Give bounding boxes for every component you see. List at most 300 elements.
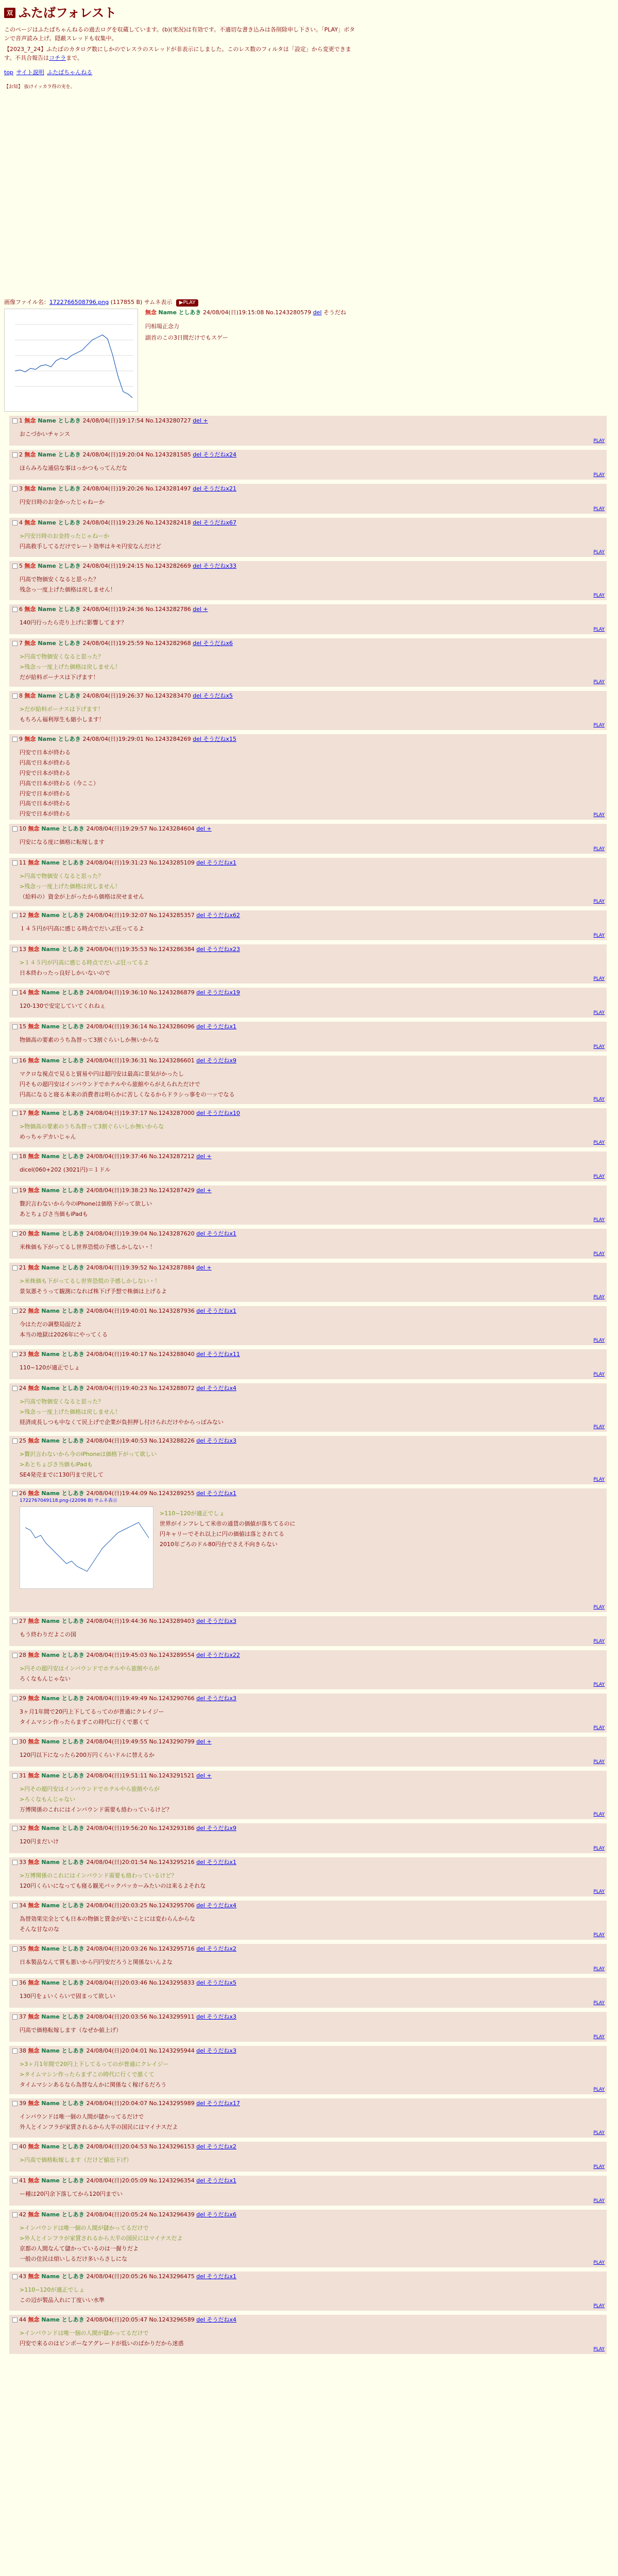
body-line: 110~120が適正でしょ (20, 1364, 80, 1371)
response-meta (12, 1187, 604, 1195)
play-audio-link[interactable]: PLAY (593, 2303, 605, 2309)
play-audio-link[interactable]: PLAY (593, 1639, 605, 1645)
play-audio-link[interactable]: PLAY (593, 1010, 605, 1016)
response-title: 無念 (24, 640, 38, 647)
response-name: Name (41, 1738, 62, 1745)
play-audio-link[interactable]: PLAY (593, 1044, 605, 1050)
response-name: Name (38, 417, 58, 425)
body-line: 円高になると寝る本来の消費者は明らかに苦しくなるからドラシっ事をの一ッでなる (20, 1091, 235, 1098)
body-line: 円安で日本が終わる (20, 769, 71, 776)
sodane-button[interactable]: そうだねx67 (203, 519, 237, 527)
response-del-link[interactable]: del (196, 1695, 207, 1702)
response-item (9, 824, 607, 854)
response-id: No.1243288226 (149, 1437, 197, 1445)
play-audio-link[interactable]: PLAY (593, 1140, 605, 1146)
response-name: Name (41, 1437, 62, 1445)
response-item (9, 1488, 607, 1612)
sodane-button[interactable]: そうだねx3 (207, 2047, 237, 2055)
response-del-link[interactable]: del (196, 825, 207, 833)
sodane-button[interactable]: そうだねx4 (207, 1902, 237, 1909)
play-audio-link[interactable]: PLAY (593, 506, 605, 512)
response-title: 無念 (28, 2211, 42, 2218)
response-item (9, 638, 607, 687)
play-audio-link[interactable]: PLAY (593, 2198, 605, 2204)
sodane-button[interactable]: + (207, 1264, 212, 1272)
response-del-link[interactable]: del (196, 1264, 207, 1272)
sodane-button[interactable]: + (207, 1738, 212, 1745)
response-del-link[interactable]: del (196, 2273, 207, 2280)
response-title: 無念 (28, 1264, 42, 1272)
quote-line: >残念っ一度上げた価格は戻しません！ (20, 664, 121, 671)
play-audio-link[interactable]: PLAY (593, 1889, 605, 1895)
play-audio-link[interactable]: PLAY (593, 2164, 605, 2170)
response-poster: としあき (61, 859, 87, 867)
play-audio-link[interactable]: PLAY (593, 438, 605, 444)
sodane-button[interactable]: そうだねx1 (207, 1490, 237, 1497)
select-checkbox-icon[interactable] (12, 1860, 18, 1865)
response-del-link[interactable]: del (196, 1057, 207, 1064)
select-checkbox-icon[interactable] (12, 2274, 18, 2279)
sodane-button[interactable]: そうだねx15 (203, 736, 237, 743)
play-audio-link[interactable]: PLAY (593, 627, 605, 633)
response-number: 37 (19, 2013, 28, 2021)
sodane-button[interactable]: そうだねx17 (207, 2100, 241, 2107)
select-checkbox-icon[interactable] (12, 2144, 18, 2149)
sodane-button[interactable]: + (203, 606, 208, 613)
response-body (20, 704, 604, 725)
select-checkbox-icon[interactable] (12, 990, 18, 995)
response-del-link[interactable]: del (196, 1187, 207, 1194)
sodane-button[interactable]: そうだねx9 (207, 1825, 237, 1832)
response-date: 24/08/04(日)20:04:53 (86, 2143, 149, 2150)
select-checkbox-icon[interactable] (12, 1773, 18, 1778)
select-checkbox-icon[interactable] (12, 2014, 18, 2020)
response-name: Name (41, 1618, 62, 1625)
select-checkbox-icon[interactable] (12, 1438, 18, 1444)
select-checkbox-icon[interactable] (12, 607, 18, 612)
response-meta (12, 1109, 604, 1117)
response-id: No.1243284604 (149, 825, 197, 833)
site-logo-icon[interactable]: 双 (4, 8, 15, 18)
response-body (20, 2328, 604, 2349)
response-del-link[interactable]: del (196, 1490, 207, 1497)
select-checkbox-icon[interactable] (12, 1265, 18, 1270)
response-title: 無念 (28, 2047, 42, 2055)
response-del-link[interactable]: del (196, 2013, 207, 2021)
response-id: No.1243282968 (145, 640, 193, 647)
sodane-button[interactable]: そうだねx3 (207, 1618, 237, 1625)
play-audio-link[interactable]: PLAY (593, 1251, 605, 1257)
body-line: おこづかいチャンス (20, 431, 71, 438)
response-del-link[interactable]: del (196, 1437, 207, 1445)
nav-board[interactable]: ふたばちゃんねる (47, 69, 93, 76)
response-del-link[interactable]: del (193, 692, 203, 700)
response-meta (12, 989, 604, 997)
response-del-link[interactable]: del (196, 2177, 207, 2184)
response-body (20, 531, 604, 552)
nav-site-description[interactable]: サイト説明 (16, 69, 44, 76)
sodane-button[interactable]: そうだねx3 (207, 1695, 237, 1702)
response-date: 24/08/04(日)19:56:20 (86, 1825, 149, 1832)
quote-line: >円その超円安はインバウンドでホテルやら旅館やらが (20, 1786, 160, 1793)
response-title: 無念 (24, 519, 38, 527)
play-audio-link[interactable]: PLAY (593, 723, 605, 728)
play-audio-link[interactable]: PLAY (593, 1846, 605, 1852)
response-poster: としあき (61, 1859, 87, 1866)
response-title: 無念 (28, 1110, 42, 1117)
response-name: Name (41, 1825, 62, 1832)
response-del-link[interactable]: del (196, 1308, 207, 1315)
select-checkbox-icon[interactable] (12, 1024, 18, 1029)
body-line: ろくなもんじゃない (20, 1675, 71, 1683)
play-audio-link[interactable]: PLAY (593, 2087, 605, 2093)
response-meta (12, 519, 604, 527)
quote-line: >円高で物価安くなると思った？ (20, 653, 104, 660)
select-checkbox-icon[interactable] (12, 1619, 18, 1624)
response-date: 24/08/04(日)20:03:26 (86, 1945, 149, 1953)
response-title: 無念 (28, 1772, 42, 1780)
select-checkbox-icon[interactable] (12, 826, 18, 832)
select-checkbox-icon[interactable] (12, 693, 18, 699)
response-poster: としあき (58, 692, 83, 700)
response-del-link[interactable]: del (193, 417, 203, 425)
response-item (9, 1306, 607, 1345)
sodane-button[interactable]: そうだねx3 (207, 1437, 237, 1445)
response-del-link[interactable]: del (196, 1652, 207, 1659)
sodane-button[interactable]: そうだねx4 (207, 2316, 237, 2324)
response-meta (12, 2211, 604, 2219)
select-checkbox-icon[interactable] (12, 520, 18, 526)
op-chart-image[interactable] (4, 309, 138, 412)
response-image-caption[interactable]: 1722767049118.png-(22096 B) サムネ表示 (20, 1498, 117, 1504)
response-meta (12, 1858, 604, 1867)
sodane-button[interactable]: + (203, 417, 208, 425)
response-del-link[interactable]: del (196, 1738, 207, 1745)
response-del-link[interactable]: del (193, 640, 203, 647)
response-del-link[interactable]: del (196, 2211, 207, 2218)
select-checkbox-icon[interactable] (12, 860, 18, 866)
response-name: Name (41, 2143, 62, 2150)
response-del-link[interactable]: del (196, 1618, 207, 1625)
select-checkbox-icon[interactable] (12, 2317, 18, 2323)
response-body (20, 1707, 604, 1727)
sodane-button[interactable]: そうだねx22 (207, 1652, 241, 1659)
select-checkbox-icon[interactable] (12, 1946, 18, 1952)
response-date: 24/08/04(日)19:36:31 (86, 1057, 149, 1064)
response-del-link[interactable]: del (196, 1110, 207, 1117)
sodane-button[interactable]: そうだねx2 (207, 1945, 237, 1953)
response-del-link[interactable]: del (193, 606, 203, 613)
response-meta (12, 1651, 604, 1659)
response-poster: としあき (61, 2273, 87, 2280)
response-del-link[interactable]: del (196, 1385, 207, 1392)
response-del-link[interactable]: del (196, 1772, 207, 1780)
play-audio-link[interactable]: PLAY (593, 1097, 605, 1103)
select-checkbox-icon[interactable] (12, 1111, 18, 1116)
response-title: 無念 (24, 563, 38, 570)
response-poster: としあき (58, 640, 83, 647)
response-del-link[interactable]: del (196, 1351, 207, 1358)
play-audio-link[interactable]: PLAY (593, 2347, 605, 2352)
response-del-link[interactable]: del (196, 2316, 207, 2324)
response-del-link[interactable]: del (196, 859, 207, 867)
select-checkbox-icon[interactable] (12, 1058, 18, 1063)
sodane-button[interactable]: そうだねx5 (207, 1979, 237, 1987)
sodane-button[interactable]: そうだねx1 (207, 1308, 237, 1315)
select-checkbox-icon[interactable] (12, 486, 18, 492)
response-del-link[interactable]: del (196, 1023, 207, 1030)
play-audio-link[interactable]: PLAY (593, 2130, 605, 2136)
select-checkbox-icon[interactable] (12, 1154, 18, 1159)
sodane-button[interactable]: そうだねx6 (203, 640, 233, 647)
select-checkbox-icon[interactable] (12, 1739, 18, 1744)
response-title: 無念 (28, 1057, 42, 1064)
response-body (20, 1035, 604, 1045)
select-checkbox-icon[interactable] (12, 418, 18, 423)
sodane-button[interactable]: そうだねx4 (207, 1385, 237, 1392)
body-line: 円安になる度に価格に転嫁します (20, 839, 105, 846)
select-checkbox-icon[interactable] (12, 1231, 18, 1236)
quote-line: >万博関係のこれにはインバウンド需要も絡わっているけど？ (20, 1872, 177, 1879)
response-del-link[interactable]: del (196, 1230, 207, 1238)
response-date: 24/08/04(日)20:03:46 (86, 1979, 149, 1987)
response-del-link[interactable]: del (196, 1945, 207, 1953)
response-del-link[interactable]: del (196, 946, 207, 953)
response-del-link[interactable]: del (193, 485, 203, 493)
sodane-button[interactable]: + (207, 1187, 212, 1194)
body-line: 120円以下になったら200万円くらいドルに替えるか (20, 1752, 154, 1759)
play-audio-link[interactable]: PLAY (593, 1605, 605, 1611)
response-body (20, 1397, 604, 1427)
response-del-link[interactable]: del (196, 1902, 207, 1909)
sodane-button[interactable]: そうだねx6 (207, 2211, 237, 2218)
play-audio-link[interactable]: PLAY (593, 1682, 605, 1688)
play-audio-link[interactable]: PLAY (593, 812, 605, 818)
sodane-button[interactable]: そうだねx21 (203, 485, 237, 493)
response-name: Name (41, 1153, 62, 1160)
response-id: No.1243296475 (149, 2273, 197, 2280)
play-audio-link[interactable]: PLAY (593, 1967, 605, 1972)
response-meta (12, 692, 604, 700)
response-meta (12, 1153, 604, 1161)
select-checkbox-icon[interactable] (12, 2048, 18, 2054)
response-title: 無念 (28, 1695, 42, 1702)
body-line: ー種は20円余下落してから120円までい (20, 2191, 123, 2198)
sodane-button[interactable]: + (207, 1153, 212, 1160)
select-checkbox-icon[interactable] (12, 1980, 18, 1986)
sodane-button[interactable]: そうだねx1 (207, 1859, 237, 1866)
play-button[interactable]: ▶PLAY (176, 299, 199, 307)
play-audio-link[interactable]: PLAY (593, 593, 605, 599)
favorite-note (0, 79, 618, 295)
select-checkbox-icon[interactable] (12, 1653, 18, 1658)
sodane-button[interactable]: そうだねx23 (207, 946, 241, 953)
response-item (9, 734, 607, 820)
response-body (20, 1991, 604, 2002)
select-checkbox-icon[interactable] (12, 2101, 18, 2106)
response-chart-image[interactable] (20, 1506, 153, 1589)
play-audio-link[interactable]: PLAY (593, 976, 605, 982)
nav-top[interactable]: top (4, 69, 14, 76)
play-audio-link[interactable]: PLAY (593, 1933, 605, 1938)
play-audio-link[interactable]: PLAY (593, 2001, 605, 2006)
response-number: 7 (19, 640, 25, 647)
select-checkbox-icon[interactable] (12, 737, 18, 742)
play-audio-link[interactable]: PLAY (593, 1217, 605, 1223)
body-line: 為替効果完全とても日本の物価と賃金が安いことには変わらんからな (20, 1916, 195, 1923)
play-audio-link[interactable]: PLAY (593, 1372, 605, 1378)
response-id: No.1243290766 (149, 1695, 197, 1702)
response-del-link[interactable]: del (196, 1859, 207, 1866)
response-id: No.1243289554 (149, 1652, 197, 1659)
body-line: あとちょびさ当価もiPadも (20, 1211, 88, 1218)
response-del-link[interactable]: del (196, 2143, 207, 2150)
response-date: 24/08/04(日)19:29:57 (86, 825, 149, 833)
response-id: No.1243295989 (149, 2100, 197, 2107)
response-title: 無念 (28, 1490, 42, 1497)
response-item (9, 944, 607, 984)
response-id: No.1243289255 (149, 1490, 197, 1497)
select-checkbox-icon[interactable] (12, 1386, 18, 1391)
quote-line: >残念っ一度上げた価格は戻しません！ (20, 1409, 121, 1416)
response-del-link[interactable]: del (196, 1825, 207, 1832)
response-del-link[interactable]: del (196, 1153, 207, 1160)
play-audio-link[interactable]: PLAY (593, 1477, 605, 1483)
select-checkbox-icon[interactable] (12, 2178, 18, 2183)
response-date: 24/08/04(日)20:05:09 (86, 2177, 149, 2184)
response-del-link[interactable]: del (193, 451, 203, 459)
play-audio-link[interactable]: PLAY (593, 1812, 605, 1818)
play-audio-link[interactable]: PLAY (593, 472, 605, 478)
response-title: 無念 (28, 1437, 42, 1445)
play-audio-link[interactable]: PLAY (593, 1759, 605, 1765)
sodane-button[interactable]: そうだねx5 (203, 692, 233, 700)
play-audio-link[interactable]: PLAY (593, 933, 605, 939)
response-poster: としあき (61, 1351, 87, 1358)
select-checkbox-icon[interactable] (12, 1826, 18, 1831)
play-audio-link[interactable]: PLAY (593, 680, 605, 685)
sodane-button[interactable]: そうだねx24 (203, 451, 237, 459)
quote-line: >3ヶ月1年間で20円上下してるってのが普通にクレイジー (20, 2061, 169, 2068)
response-del-link[interactable]: del (193, 519, 203, 527)
response-date: 24/08/04(日)19:24:36 (82, 606, 146, 613)
response-meta (12, 2273, 604, 2281)
response-poster: としあき (61, 1385, 87, 1392)
response-item (9, 1857, 607, 1896)
select-checkbox-icon[interactable] (12, 1491, 18, 1496)
select-checkbox-icon[interactable] (12, 564, 18, 569)
select-checkbox-icon[interactable] (12, 1903, 18, 1908)
response-number: 35 (19, 1945, 28, 1953)
response-del-link[interactable]: del (196, 1979, 207, 1987)
response-name: Name (38, 563, 58, 570)
report-link[interactable]: コチラ (49, 54, 66, 61)
select-checkbox-icon[interactable] (12, 2212, 18, 2217)
response-meta (12, 945, 604, 954)
play-audio-link[interactable]: PLAY (593, 1425, 605, 1430)
response-id: No.1243288040 (149, 1351, 197, 1358)
play-audio-link[interactable]: PLAY (593, 550, 605, 555)
sodane-button[interactable]: そうだねx1 (207, 1230, 237, 1238)
sodane-button[interactable]: そうだねx1 (207, 2273, 237, 2280)
play-audio-link[interactable]: PLAY (593, 2035, 605, 2040)
response-del-link[interactable]: del (196, 989, 207, 996)
response-date: 24/08/04(日)20:05:47 (86, 2316, 149, 2324)
response-del-link[interactable]: del (193, 563, 203, 570)
response-del-link[interactable]: del (193, 736, 203, 743)
select-checkbox-icon[interactable] (12, 947, 18, 952)
select-checkbox-icon[interactable] (12, 1188, 18, 1193)
play-audio-link[interactable]: PLAY (593, 1338, 605, 1344)
select-checkbox-icon[interactable] (12, 1352, 18, 1357)
response-poster: としあき (61, 1490, 87, 1497)
sodane-button[interactable]: そうだねx3 (207, 2013, 237, 2021)
op-del-link[interactable]: del (313, 309, 322, 316)
play-audio-link[interactable]: PLAY (593, 2260, 605, 2266)
response-date: 24/08/04(日)19:32:07 (86, 912, 149, 919)
response-title: 無念 (28, 1230, 42, 1238)
body-line: （給料の）資金が上がったから価格は戻せません (20, 893, 144, 900)
response-name: Name (41, 989, 62, 996)
sodane-button[interactable]: そうだねx11 (207, 1351, 241, 1358)
response-del-link[interactable]: del (196, 2047, 207, 2055)
quote-line: >物価高の要素のうち為替って3割ぐらいしか無いからな (20, 1123, 164, 1130)
response-name: Name (41, 1772, 62, 1780)
play-audio-link[interactable]: PLAY (593, 1295, 605, 1300)
play-audio-link[interactable]: PLAY (593, 1174, 605, 1180)
response-meta (12, 1824, 604, 1833)
response-meta (12, 2316, 604, 2324)
sodane-button[interactable]: そうだねx1 (207, 2177, 237, 2184)
response-number: 3 (19, 485, 25, 493)
sodane-button[interactable]: + (207, 1772, 212, 1780)
sodane-button[interactable]: + (207, 825, 212, 833)
sodane-button[interactable]: そうだねx33 (203, 563, 237, 570)
sodane-button[interactable]: そうだねx1 (207, 859, 237, 867)
response-date: 24/08/04(日)19:37:17 (86, 1110, 149, 1117)
response-meta (12, 2099, 604, 2108)
response-number: 16 (19, 1057, 28, 1064)
select-checkbox-icon[interactable] (12, 452, 18, 457)
response-del-link[interactable]: del (196, 2100, 207, 2107)
play-audio-link[interactable]: PLAY (593, 1725, 605, 1731)
response-name: Name (41, 1230, 62, 1238)
body-line: 米株価も下がってるし世界恐慌の予感しかしない・！ (20, 1244, 156, 1251)
body-line: 円安で日本が終わる (20, 749, 71, 756)
sodane-button[interactable]: そうだねx62 (207, 912, 241, 919)
body-line: この辺が製品入れに丁度いい水準 (20, 2297, 105, 2304)
select-checkbox-icon[interactable] (12, 1696, 18, 1701)
response-number: 22 (19, 1308, 28, 1315)
sodane-button[interactable]: そうだねx2 (207, 2143, 237, 2150)
response-title: 無念 (28, 1023, 42, 1030)
response-name: Name (41, 1859, 62, 1866)
play-audio-link[interactable]: PLAY (593, 899, 605, 905)
select-checkbox-icon[interactable] (12, 641, 18, 646)
response-del-link[interactable]: del (196, 912, 207, 919)
sodane-button[interactable]: そうだねx10 (207, 1110, 241, 1117)
response-body (20, 1750, 604, 1760)
play-audio-link[interactable]: PLAY (593, 846, 605, 852)
op-file-link[interactable]: 1722766508796.png (49, 298, 109, 306)
select-checkbox-icon[interactable] (12, 1309, 18, 1314)
sodane-button[interactable]: そうだねx19 (207, 989, 241, 996)
body-line: だが給料ボーナスは下げます！ (20, 673, 99, 681)
sodane-button[interactable]: そうだねx9 (207, 1057, 237, 1064)
sodane-button[interactable]: そうだねx1 (207, 1023, 237, 1030)
response-meta (12, 735, 604, 743)
select-checkbox-icon[interactable] (12, 913, 18, 918)
